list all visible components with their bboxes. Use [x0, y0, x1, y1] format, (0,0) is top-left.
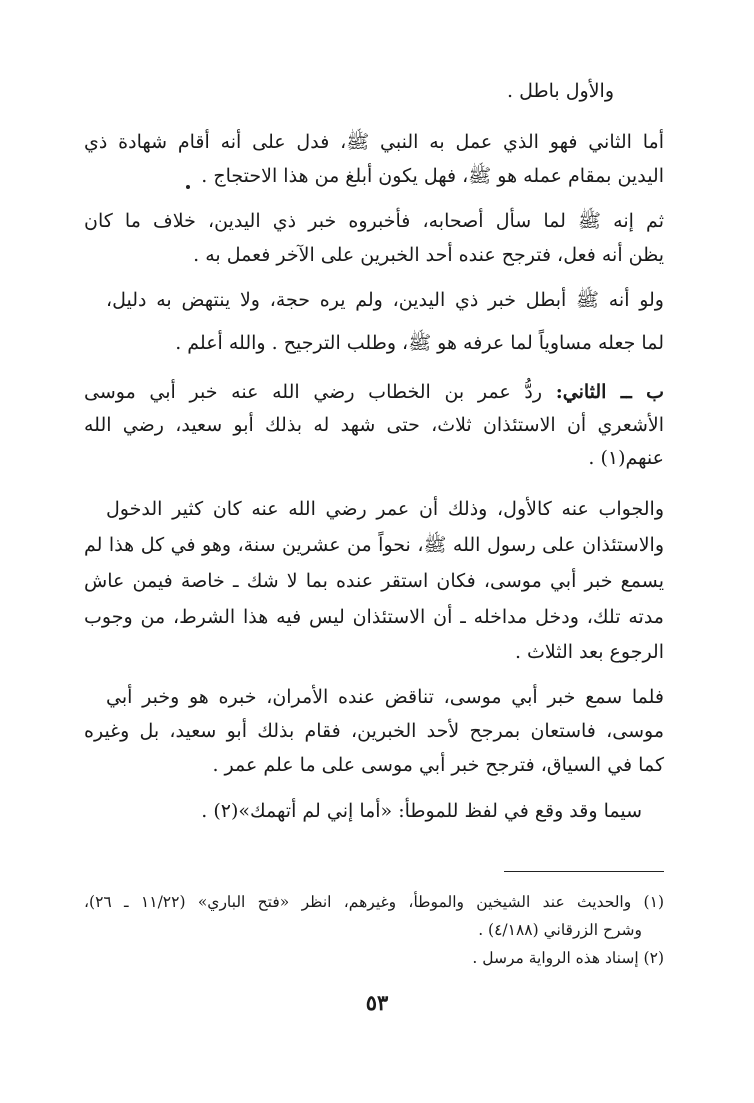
stray-dot	[186, 185, 190, 189]
text-line-19: سيما وقد وقع في لفظ للموطأ: «أما إني لم أتهمك»(٢) .	[201, 800, 642, 822]
text-line-10: عنهم(١) .	[588, 447, 664, 469]
text-line-2: أما الثاني فهو الذي عمل به النبي ﷺ، فدل على أنه أقام شهادة ذي	[84, 131, 664, 153]
text-line-17: موسى، فاستعان بمرجح لأحد الخبرين، فقام بذلك أبو سعيد، بل وغيره	[84, 720, 664, 742]
text-line-1: والأول باطل .	[507, 80, 614, 102]
footnote-1: (١) والحديث عند الشيخين والموطأ، وغيرهم، انظر «فتح الباري» (١١/٢٢ ـ ٢٦)،	[84, 893, 664, 911]
text-line-7: لما جعله مساوياً لما عرفه هو ﷺ، وطلب الترجيح . والله أعلم .	[175, 332, 664, 354]
text-line-6: ولو أنه ﷺ أبطل خبر ذي اليدين، ولم يره حجة، ولا ينتهض به دليل،	[106, 289, 664, 311]
page-number: ٥٣	[365, 990, 389, 1015]
text-line-18: كما في السياق، فترجح خبر أبي موسى على ما علم عمر .	[212, 754, 664, 776]
text-line-5: يظن أنه فعل، فترجح عنده أحد الخبرين على الآخر فعمل به .	[193, 244, 664, 266]
text-line-9: الأشعري أن الاستئذان ثلاث، حتى شهد له بذلك أبو سعيد، رضي الله	[84, 414, 664, 436]
text-line-4: ثم إنه ﷺ لما سأل أصحابه، فأخبروه خبر ذي اليدين، خلاف ما كان	[84, 210, 664, 232]
footnote-divider	[504, 871, 664, 872]
text-line-12: والاستئذان على رسول الله ﷺ، نحواً من عشرين سنة، وهو في كل هذا لم	[84, 534, 664, 556]
text-line-16: فلما سمع خبر أبي موسى، تناقض عنده الأمران، خبره هو وخبر أبي	[106, 686, 664, 708]
footnote-1-continued: وشرح الزرقاني (٤/١٨٨) .	[478, 921, 642, 939]
text-line-8: ب ــ الثاني: ردُّ عمر بن الخطاب رضي الله عنه خبر أبي موسى	[84, 381, 664, 403]
text-line-15: الرجوع بعد الثلاث .	[514, 641, 664, 663]
footnote-2: (٢) إسناد هذه الرواية مرسل .	[472, 949, 664, 967]
text-line-14: مدته تلك، ودخل مداخله ـ أن الاستئذان ليس فيه هذا الشرط، من وجوب	[84, 606, 664, 628]
text-line-13: يسمع خبر أبي موسى، فكان استقر عنده بما لا شك ـ خاصة فيمن عاش	[84, 570, 664, 592]
text-line-3: اليدين بمقام عمله هو ﷺ، فهل يكون أبلغ من هذا الاحتجاج .	[201, 165, 664, 187]
text-line-11: والجواب عنه كالأول، وذلك أن عمر رضي الله عنه كان كثير الدخول	[106, 498, 664, 520]
